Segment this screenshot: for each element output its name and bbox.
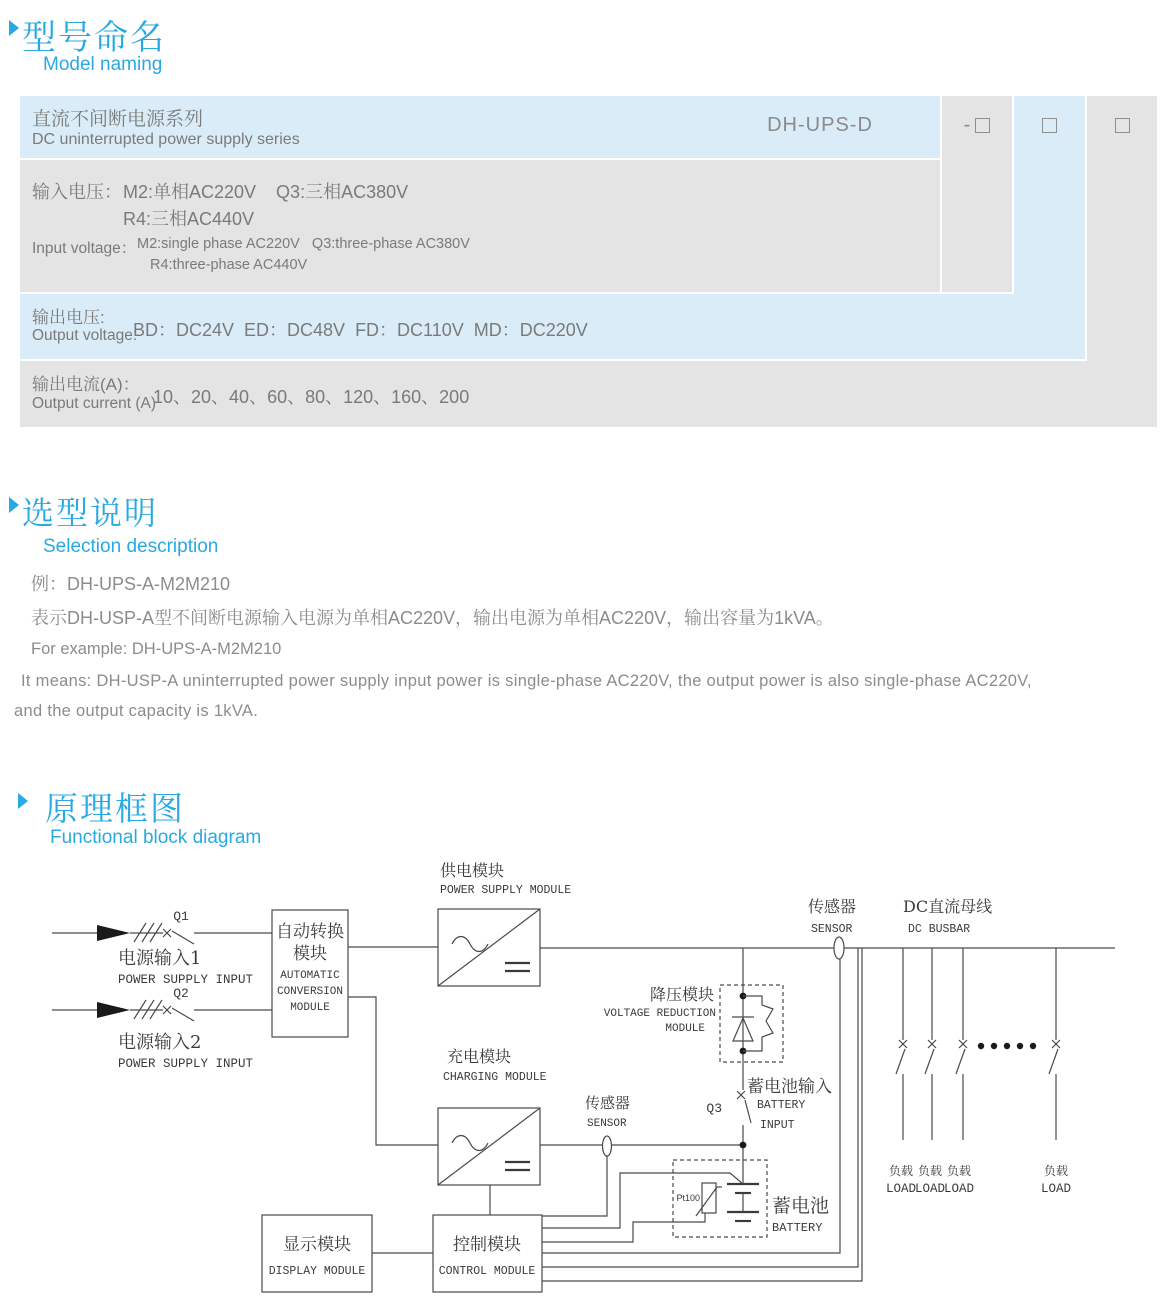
input-voltage-label-zh: 输入电压：: [32, 182, 122, 202]
feeder-switch-icon: [925, 948, 936, 1140]
q2-label: Q2: [173, 986, 189, 1001]
bus-sensor-label-zh: 传感器: [808, 897, 857, 916]
power-supply-module-box: [438, 909, 540, 986]
charging-module-label-zh: 充电模块: [447, 1047, 512, 1066]
placeholder-box-icon: [1042, 118, 1057, 133]
battery-input-label-zh: 蓄电池输入: [747, 1077, 832, 1097]
input-voltage-label-en: Input voltage：: [32, 240, 137, 257]
power-supply-module-label-en: POWER SUPPLY MODULE: [440, 884, 572, 897]
charging-sensor-icon: [603, 1136, 612, 1156]
load3-label-en: LOAD: [943, 1182, 975, 1196]
output-current-label-zh: 输出电流(A)：: [32, 375, 140, 394]
output-voltage-label-zh: 输出电压:: [32, 308, 105, 327]
bus-sensor-label-en: SENSOR: [811, 923, 853, 936]
charging-sensor-label-zh: 传感器: [585, 1094, 631, 1112]
load4-label-zh: 负载: [1043, 1164, 1069, 1178]
input2-label-zh: 电源输入2: [118, 1032, 202, 1053]
power-supply-module-label-zh: 供电模块: [440, 861, 505, 880]
feeder-switch-icon: [1049, 948, 1060, 1140]
feeder-switch-icon: [956, 948, 967, 1140]
section-bullet-icon: [18, 793, 28, 809]
selection-example-en: For example: DH-UPS-A-M2M210: [31, 640, 282, 658]
conversion-label-en-3: MODULE: [290, 1002, 330, 1014]
selection-desc-en-1: It means: DH-USP-A uninterrupted power supply input power is single-phase AC220V, the output power is also single-phase AC220V,: [21, 672, 1032, 690]
battery-label-en: BATTERY: [772, 1221, 823, 1235]
junction-dot: [740, 1142, 747, 1149]
control-module-label-zh: 控制模块: [453, 1235, 521, 1255]
conversion-label-zh-1: 自动转换: [276, 922, 344, 942]
display-module-label-en: DISPLAY MODULE: [268, 1265, 366, 1278]
sense-wire: [542, 1156, 607, 1216]
block-diagram-title: 原理框图: [45, 790, 185, 827]
battery-input-label-en-1: BATTERY: [757, 1099, 806, 1112]
model-code: DH-UPS-D: [767, 114, 873, 136]
battery-input-label-en-2: INPUT: [760, 1119, 795, 1132]
selection-desc-en-2: and the output capacity is 1kVA.: [14, 702, 259, 720]
conversion-label-en-2: CONVERSION: [276, 986, 344, 998]
section-bullet-icon: [9, 20, 19, 36]
input2-label-en: POWER SUPPLY INPUT: [118, 1057, 254, 1071]
bus-sensor-icon: [834, 937, 844, 959]
battery-label-zh: 蓄电池: [772, 1195, 830, 1217]
switch-q1-icon: [163, 929, 194, 944]
input2-arrow-icon: [97, 1002, 130, 1018]
pt100-label: Pt100: [676, 1193, 700, 1203]
feeder-switch-icon: [896, 948, 907, 1140]
series-name-en: DC uninterrupted power supply series: [32, 131, 300, 148]
busbar-label-zh: DC直流母线: [903, 897, 993, 916]
busbar-label-en: DC BUSBAR: [908, 923, 971, 936]
bypass-breaker-icon: [743, 996, 773, 1051]
block-diagram-subtitle: Functional block diagram: [50, 827, 262, 848]
charging-module-label-en: CHARGING MODULE: [443, 1071, 547, 1084]
model-code-placeholder-2: [1014, 114, 1085, 137]
conversion-label-zh-2: 模块: [293, 944, 327, 964]
ellipsis-dots-icon: [978, 1043, 1036, 1049]
model-naming-subtitle: Model naming: [43, 54, 163, 75]
input-voltage-values-en-2: R4:three-phase AC440V: [150, 257, 308, 273]
input-voltage-values-en-1: M2:single phase AC220V Q3:three-phase AC380V: [137, 236, 470, 252]
input1-label-en: POWER SUPPLY INPUT: [118, 973, 254, 987]
load2-label-en: LOAD: [914, 1182, 946, 1196]
section-bullet-icon: [9, 497, 19, 513]
load3-label-zh: 负载: [946, 1164, 972, 1178]
switch-q2-icon: [163, 1006, 194, 1021]
q3-label: Q3: [706, 1101, 722, 1116]
input1-arrow-icon: [97, 925, 130, 941]
output-voltage-values: BD：DC24V ED：DC48V FD：DC110V MD：DC220V: [133, 320, 588, 340]
output-voltage-label-en: Output voltage:: [32, 327, 138, 344]
series-name-zh: 直流不间断电源系列: [32, 109, 204, 130]
selection-subtitle: Selection description: [43, 536, 219, 557]
voltage-reduction-label-en-1: VOLTAGE REDUCTION: [603, 1008, 716, 1020]
input1-label-zh: 电源输入1: [118, 948, 202, 969]
selection-title: 选型说明: [22, 495, 159, 531]
load2-label-zh: 负载: [917, 1164, 943, 1178]
voltage-reduction-label-en-2: MODULE: [665, 1023, 705, 1035]
output-current-values: 10、20、40、60、80、120、160、200: [153, 387, 470, 407]
output-current-label-en: Output current (A): [32, 395, 157, 412]
battery-symbol-icon: [727, 1184, 759, 1221]
conversion-label-en-1: AUTOMATIC: [280, 970, 340, 982]
model-naming-title: 型号命名: [22, 19, 166, 57]
model-code-placeholder-3: [1087, 114, 1157, 137]
load1-label-en: LOAD: [885, 1182, 917, 1196]
load4-label-en: LOAD: [1040, 1182, 1072, 1196]
load1-label-zh: 负载: [888, 1164, 914, 1178]
q1-label: Q1: [173, 909, 189, 924]
placeholder-box-icon: [1115, 118, 1130, 133]
voltage-reduction-label-zh: 降压模块: [649, 985, 714, 1004]
placeholder-dash: -: [963, 114, 972, 136]
control-module-label-en: CONTROL MODULE: [438, 1265, 536, 1278]
charging-sensor-label-en: SENSOR: [587, 1118, 627, 1130]
input-voltage-values-zh-1: M2:单相AC220V Q3:三相AC380V: [123, 182, 409, 202]
placeholder-box-icon: [975, 118, 990, 133]
selection-desc-zh: 表示DH-USP-A型不间断电源输入电源为单相AC220V，输出电源为单相AC220V，输出容量为1kVA。: [31, 608, 834, 628]
functional-block-diagram: [0, 850, 1167, 1308]
input-voltage-values-zh-2: R4:三相AC440V: [123, 209, 255, 229]
charging-module-box: [438, 1108, 540, 1185]
display-module-label-zh: 显示模块: [283, 1235, 351, 1255]
model-code-placeholder-1: [942, 114, 1012, 137]
selection-example-zh: 例：DH-UPS-A-M2M210: [31, 574, 231, 594]
